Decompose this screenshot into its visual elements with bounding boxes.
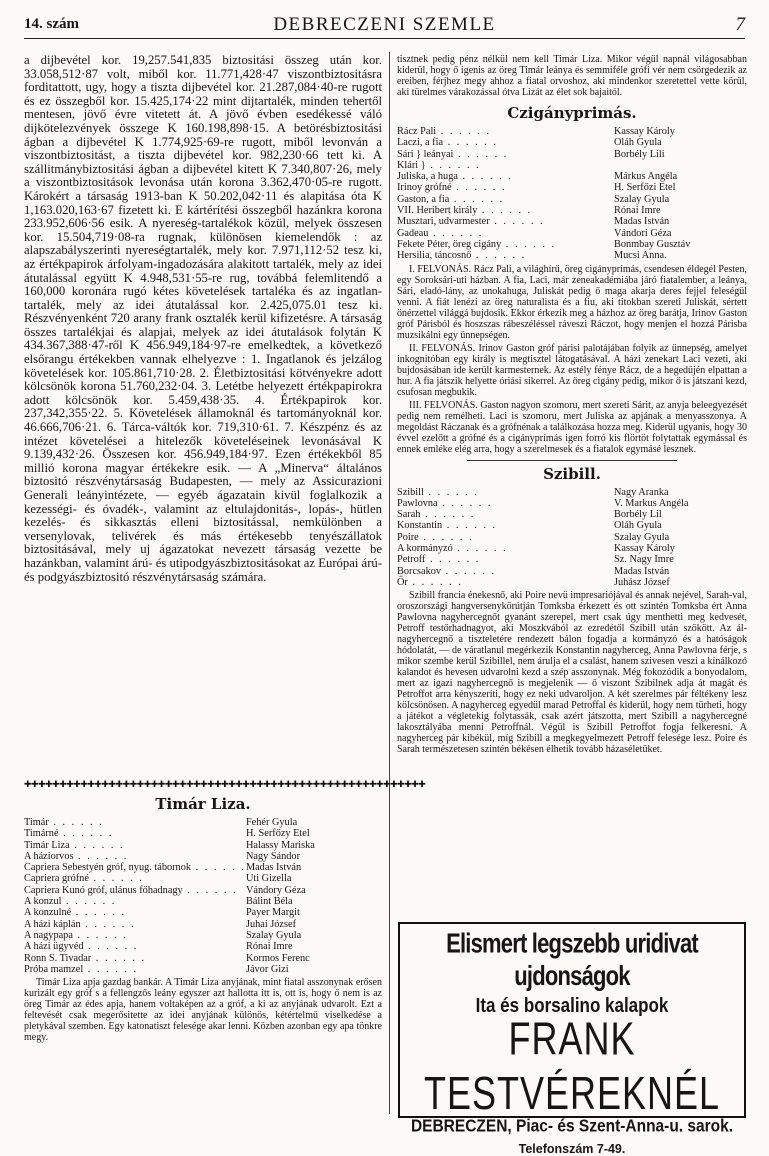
leader-dots: . . . . . . <box>452 543 508 555</box>
leader-dots: . . . . . . <box>58 828 114 840</box>
role-name: Hersilia, táncosnő <box>397 250 472 262</box>
role-name: Őr <box>397 576 408 588</box>
role-name: Sári } leányai <box>397 148 454 160</box>
cast-actor: Payer Margit <box>245 907 300 919</box>
timar-liza-continuation: tisztnek pedig pénz nélkül nem kell Timár Liza. Mikor végül napnál világosabban kiderül, hogy ő igenis az öreg Timár leánya és semmiféle grófi vér nem csörgedezik az ereiben, férjhez megy ahhoz a fiatal orvoshoz, aki mindenkor szeretettel vette körül, aki türelmes várakozással ótva Lizát az élet sok bajaitól. <box>397 54 747 98</box>
cast-role <box>397 171 614 182</box>
cast-role <box>397 149 614 160</box>
cziganyprimas-act-3: III. FELVONÁS. Gaston nagyon szomoru, mert szereti Sárit, az anyja beleegyezését pedig nem remélheti. Laci is szomoru, mert Juliska az apjának a menyasszonya. A megoldást Ráczanak és a grófnénak a találkozása hozza meg. Kiderül ugyanis, hogy 30 évvel ezelőtt a grófné és a cigányprímás igen forró kis flörtöt folytattak egymással és ennek emléke elég arra, hogy a szerelmesek és a fiatalok egymásé lesznek. <box>397 399 747 455</box>
role-name: Petroff <box>397 554 426 566</box>
cast-role <box>397 543 614 554</box>
ad-company-name: FRANK TESTVÉREKNÉL <box>423 1011 721 1120</box>
cast-row <box>397 543 747 554</box>
leader-dots: . . . . . . <box>73 850 129 862</box>
cast-row <box>397 205 747 216</box>
role-name: Laczi, a fia <box>397 137 444 149</box>
leader-dots: . . . . . . <box>428 227 484 239</box>
cast-row <box>24 896 382 907</box>
cziganyprimas-act-1: I. FELVONÁS. Rácz Pali, a világhírű, öreg cigányprímás, csendesen éldegél Pesten, egy Soroksári-uti házban. A fia, Laci, már zeneakadémiába járó fiatalember, a leánya, Sári, eladó-lány, az unokahuga, Juliskát pedig ő maga akarja deres fejjel feleségül venni. A fiát lenézi az öreg naturalista és a fiu, aki titokban szereti Juliskát, sértett önérzettel világgá bujdosik. Ekkor érkezik meg a házhoz az öreg barátja, Irinov Gaston gróf Párisból és hoszszas rábeszéléssel ráveszi Ráczot, hogy menjen el hozzá Párisba muzsikálni egy ünnepségen. <box>397 263 747 341</box>
cast-actor: Vándory Géza <box>245 884 306 896</box>
cast-actor: Borbély Lili <box>614 148 665 160</box>
role-name: Konstantin <box>397 520 443 532</box>
role-name: Borcsakov <box>397 565 442 577</box>
leader-dots: . . . . . . <box>83 963 139 975</box>
cast-role <box>397 160 614 171</box>
cast-actor: Borbély Lil <box>614 509 662 521</box>
leader-dots: . . . . . . <box>91 952 147 964</box>
cast-role <box>24 907 246 918</box>
cast-row <box>397 137 747 148</box>
cast-actor: H. Serfőzy Etel <box>245 828 310 840</box>
cast-actor: Madas István <box>614 565 670 577</box>
leader-dots: . . . . . . <box>425 159 481 171</box>
cast-row <box>24 930 382 941</box>
leader-dots: . . . . . . <box>443 137 498 149</box>
leader-dots: . . . . . . <box>453 148 509 160</box>
cast-row <box>397 216 747 227</box>
cast-actor: Bonmbay Gusztáv <box>614 238 691 250</box>
cast-role <box>24 919 246 930</box>
cast-actor: Márkus Angéla <box>614 171 678 183</box>
leader-dots: . . . . . . <box>191 862 246 874</box>
cast-row <box>397 498 747 509</box>
szibill-synopsis: Szibill francia énekesnő, aki Poire nevü impresariójával és annak nejével, Sarah-val, oroszországi hangversenykörútján Tomksba érkezett és ott szintén Tomksba ért Anna Pawlovna nagyhercegnőt gyanánt szerepel, mert csak úgy menthetti meg kedvesét, Petroff testőrhadnagyot, aki Moszkvából az ezredétől Szibill után szökött. Az ál-nagyhercegnő a tiszteletére rendezett bálon fogadja a kormányzó és a hatóságok hódolatát, — de váratlanul megérkezik Konstantin nagyherceg, Anna Pawlovna férje, s mikor szembe kerül Szibillel, nem árulja el a csalást, hanem szivesen veszi a kínálkozó kalandot és hevesen udvarolni kezd a szép asszonynak. Még fokozódik a bonyodalom, mert az igazi nagyhercegnő is megjelenik — ő viszont Szibilnek adja át magát és Petroffot arra kényszeríti, hogy ez neki udvaroljon. A két szerelmes pár féltékeny lesz kölcsönösen. A nagyherceg egyedül marad Petroffal és kiderül, hogy nem türheti, hogy a játékot a végletekig folytassák, csak azért játszotta, mert Szibill a nagyhercegné lakosztályába menni Petroffnál. Végül is Szibill Petroffot fogja felkeresni. A nagyherceg pár kibékül, míg Szibill a megkegyelmezett Petroff felesége lesz. Poire és Sarah természetesen szintén békésen élhetik tovább házaséletüket. <box>397 590 747 756</box>
cast-actor: Sz. Nagy Imre <box>614 554 674 566</box>
cast-role <box>24 953 246 964</box>
cast-role <box>397 566 614 577</box>
cast-row <box>397 182 747 193</box>
cast-role <box>397 194 614 205</box>
cast-role <box>397 487 614 498</box>
cast-row <box>24 941 382 952</box>
cast-row <box>24 885 382 896</box>
cast-actor: Kassay Károly <box>614 543 675 555</box>
ad-headline: Elismert legszebb uridivat ujdonságok <box>446 927 698 992</box>
role-name: Juliska, a huga <box>397 171 458 183</box>
leader-dots: . . . . . . <box>437 497 493 509</box>
cast-actor: Uti Gizella <box>245 873 292 885</box>
cast-row <box>397 194 747 205</box>
cast-actor <box>614 160 747 171</box>
role-name: Gaston, a fia <box>397 193 450 205</box>
role-name: A házi ügyvéd <box>24 941 84 953</box>
cast-role <box>24 873 246 884</box>
cast-row <box>24 919 382 930</box>
role-name: Timár Liza <box>24 839 70 851</box>
role-name: Rácz Pali <box>397 126 437 137</box>
cast-role <box>397 182 614 193</box>
leader-dots: . . . . . . <box>83 941 139 953</box>
cast-actor: Mucsi Anna. <box>614 250 667 262</box>
cast-actor: Nagy Aranka <box>614 486 669 498</box>
cast-role <box>397 126 614 137</box>
role-name: Irinoy grófné <box>397 182 452 194</box>
cast-row <box>397 487 747 498</box>
cast-actor: Nagy Sándor <box>245 850 301 862</box>
role-name: A konzul <box>24 896 62 908</box>
frank-advertisement <box>398 922 746 1156</box>
cast-actor: Bálint Béla <box>245 896 293 908</box>
cast-actor: Fehér Gyula <box>245 817 298 828</box>
cast-row <box>397 532 747 543</box>
role-name: Klári } <box>397 159 426 171</box>
cziganyprimas-cast-list <box>397 126 747 262</box>
cast-actor: V. Markus Angéla <box>614 497 689 509</box>
ornament-divider: ✚✚✚✚✚✚✚✚✚✚✚✚✚✚✚✚✚✚✚✚✚✚✚✚✚✚✚✚✚✚✚✚✚✚✚✚✚✚✚✚✚✚✚✚✚✚✚✚✚✚✚✚✚✚✚✚✚ <box>24 780 426 790</box>
cast-actor: Oláh Gyula <box>614 520 662 532</box>
leader-dots: . . . . . . <box>407 576 463 588</box>
cast-actor: Vándori Géza <box>614 227 672 239</box>
cast-row <box>397 126 747 137</box>
timar-liza-cast-list <box>24 817 382 975</box>
cziganyprimas-act-2: II. FELVONÁS. Irinov Gaston gróf párisi palotájában folyik az ünnepség, amelyet inkognitóban egy király is megtisztel látogatásával. A házi zenekart Laci vezeti, aki bujdosásában ide került karmesternek. Az estély fénye Rácz, de a hegedűjén elpattan a hur. A fia játszik helyette óriási sikerrel. Az öreg cigány pedig, mikor ő is játszani kezd, csufosan megbukik. <box>397 342 747 398</box>
leader-dots: . . . . . . <box>71 907 127 919</box>
leader-dots: . . . . . . <box>442 520 498 532</box>
cast-row <box>24 964 382 975</box>
cast-role <box>397 205 614 216</box>
leader-dots: . . . . . . <box>80 918 136 930</box>
cast-row <box>397 250 747 261</box>
role-name: Szibill <box>397 486 424 498</box>
cast-row <box>24 817 382 828</box>
leader-dots: . . . . . . <box>182 884 238 896</box>
cast-role <box>24 941 246 952</box>
header-rule <box>24 38 745 39</box>
leader-dots: . . . . . . <box>449 193 505 205</box>
leader-dots: . . . . . . <box>457 171 513 183</box>
cast-actor: Juhai József <box>245 918 296 930</box>
cast-actor: Kormos Ferenc <box>245 952 310 964</box>
cast-actor: Rónai Imre <box>245 941 293 953</box>
szibill-cast-list <box>397 487 747 589</box>
cast-row <box>397 171 747 182</box>
cziganyprimas-title: Czigányprimás. <box>507 104 637 122</box>
cast-role <box>397 509 614 520</box>
leader-dots: . . . . . . <box>418 531 474 543</box>
cast-actor: Szalay Gyula <box>245 929 302 941</box>
right-column <box>397 54 747 755</box>
journal-title: DEBRECZENI SZEMLE <box>273 14 496 35</box>
section-separator <box>467 460 677 461</box>
cast-actor: Halassy Mariska <box>245 839 315 851</box>
cast-row <box>397 577 747 588</box>
role-name: A házi káplán <box>24 918 81 930</box>
role-name: Ronn S. Tivadar <box>24 952 92 964</box>
cast-actor: Oláh Gyula <box>614 137 662 149</box>
leader-dots: . . . . . . <box>61 896 117 908</box>
cast-row <box>24 851 382 862</box>
role-name: Timár <box>24 817 49 828</box>
role-name: Capriera Sebestyén gróf, nyug. tábornok <box>24 862 191 874</box>
cast-role <box>397 577 614 588</box>
cast-role <box>24 964 246 975</box>
cast-role <box>24 851 246 862</box>
insurance-article: a dijbevétel kor. 19,257.541,835 biztositási összeg után kor. 33.058,512·87 volt, miből kor. 11.771,428·47 viszontbiztositásra forditattott, ugy, hogy a tiszta dijbevétel kor. 21.287,084·40-re rugott és ez összegből kor. 15.425,174·22 mint dijtartalék, minden tehertől mentesen, jövő évre vitetett át. A jövő évben esedékessé váló dijkötelezvények összege K 160.198,898·15. A betörésbiztositási ágban a dijbevétel K 1.774,925·69-re rugott, miből levonván a viszontbiztositást, a tiszta dijbevétel kor. 982,230·66 tett ki. A szállitmánybiztositási ágban a dijbevétel kitett K 7.340,807·26, mely a viszontbiztositások levonása után korona 3.362,470·05-re rugott. Károkért a társaság 1913-ban K 50.202,042·11 és alapitása óta K 1,163.020,163·67 fizetett ki. E kártérítési összegből hazánkra korona 233.952,606·56 esik. A nyereség-tartalékok közül, melyek összesen kor. 15.504,719·08-ra rugnak, különösen kiemelendők : az alapszabályszerinti nyereségtartalék, mely kor. 7.971,112·52 tesz ki, az értékpapirok árfolyam-ingadozására alakitott tartalék, mely az idei átutalással együtt K 4.948,531·55-re rug, továbbá felemlitendő a 160,000 koronára rugó kétes követelések tartaléka és az ingatlan-tartalék, mely az idei átutalással kor. 2.425,075.01 tesz ki. Részvényenként 720 arany frank osztalék kerül kifizetésre. A társaság összes tartalékjai és alapjai, melyek az idei átutalások folytán K 434.367,388·47-ről K 456.949,184·97-re emelkedtek, a következő elsőrangu értékekben vannak elhelyezve : 1. Ingatlanok és jelzálog követelések kor. 105.861,710·28. 2. Életbiztositási kötvényekre adott kölcsönök korona 51.760,232·04. 3. Letétbe helyezett értékpapirokra adott kölcsönök kor. 5.459,438·35. 4. Értékpapirok kor. 237,342,355·22. 5. Követelések államoknál és tartományoknál kor. 46.666,706·21. 6. Tárca-váltók kor. 719,310·61. 7. Készpénz és az intézet követelései a hitelezők követeléseinek levonásával K 9.139,432·26. Összesen kor. 456.949,184·97. Ezen értékekből 85 millió korona magyar értékekre esik. — A „Minerva“ általános biztositó részvénytársaság Budapesten, — mely az Assicurazioni Generali leányintézete, — egyéb ágazatain kivül foglalkozik a kezességi- és óvadék-, valamint az eltulajdonitás-, lopás-, hütlen kezelés- és sikkasztás elleni biztositással, nemkülönben a versenylovak, telivérek és más értékesebb tenyészállatok biztositásával, mely uj ágazatokat nevezett társaság vezette be hazánkban, valamint árú- és utipodgyászbiztositásokat az Európai árú- és podgyászbiztositó részvénytársaság számára. <box>24 53 382 584</box>
cast-actor: Szalay Gyula <box>614 531 670 543</box>
leader-dots: . . . . . . <box>69 839 125 851</box>
cast-role <box>397 216 614 227</box>
leader-dots: . . . . . . <box>441 565 496 577</box>
role-name: A nagypapa <box>24 929 73 941</box>
cast-row <box>24 907 382 918</box>
cast-actor: Jávor Gizi <box>245 963 289 975</box>
cast-row <box>397 509 747 520</box>
cast-actor: Juhász József <box>614 576 670 588</box>
cast-role <box>397 498 614 509</box>
role-name: Fekete Péter, öreg cigány <box>397 238 502 250</box>
cast-row <box>397 554 747 565</box>
szibill-title: Szibill. <box>543 464 601 483</box>
role-name: VII. Heribert király <box>397 205 478 217</box>
cast-actor: Madas István <box>614 216 670 228</box>
role-name: Musztari, udvarmester <box>397 216 490 228</box>
leader-dots: . . . . . . <box>489 216 545 228</box>
cast-role <box>397 228 614 239</box>
cast-role <box>397 239 614 250</box>
leader-dots: . . . . . . <box>423 486 479 498</box>
ad-phone: Telefonszám 7-49. <box>518 1142 626 1156</box>
issue-number: 14. szám <box>24 16 79 32</box>
role-name: Capriera Kunó gróf, ulánus főhadnagy <box>24 884 183 896</box>
cast-role <box>24 885 246 896</box>
cast-role <box>397 520 614 531</box>
cast-role <box>397 137 614 148</box>
leader-dots: . . . . . . <box>48 817 104 828</box>
cast-row <box>24 862 382 873</box>
cast-row <box>397 160 747 171</box>
leader-dots: . . . . . . <box>477 205 533 217</box>
cast-row <box>397 566 747 577</box>
role-name: Capriera grófné <box>24 873 89 885</box>
cast-row <box>397 149 747 160</box>
leader-dots: . . . . . . <box>451 182 507 194</box>
cast-actor: Kassay Károly <box>614 126 675 137</box>
timar-liza-title: Timár Liza. <box>155 795 251 813</box>
cast-actor: H. Serfőzi Etel <box>614 182 676 194</box>
leader-dots: . . . . . . <box>425 554 481 566</box>
cast-actor: Rónai Imre <box>614 205 661 217</box>
leader-dots: . . . . . . <box>501 238 557 250</box>
cast-role <box>397 250 614 261</box>
leader-dots: . . . . . . <box>88 873 144 885</box>
cast-role <box>397 554 614 565</box>
role-name: Pawlovna <box>397 497 438 509</box>
leader-dots: . . . . . . <box>436 126 492 137</box>
role-name: A kormányzó <box>397 543 453 555</box>
role-name: Sarah <box>397 509 421 521</box>
cast-row <box>397 520 747 531</box>
timar-liza-synopsis: Timár Liza apja gazdag bankár. A Timár Liza anyjának, mint fiatal asszonynak erősen kurizált egy gróf s a fellengzős leány egyszer azt hallotta itt is, ott is, hogy ő nem is az öreg Timár az édes apja, hanem voltaképen az a gróf, a ki az anyjának udvarolt. Ezt a feltevését csak megerősitette az idei anyjának különös, kétértelmű viselkedése a pletykával szemben. Egy katonatiszt felesége akar lenni. Közben azonban egy apa tönkre megy. <box>24 977 382 1044</box>
cast-role <box>24 828 246 839</box>
page-number: 7 <box>735 14 745 35</box>
cast-role <box>24 840 246 851</box>
role-name: Timárné <box>24 828 59 840</box>
cast-row <box>397 228 747 239</box>
leader-dots: . . . . . . <box>471 250 527 262</box>
role-name: Poire <box>397 531 419 543</box>
cast-row <box>24 873 382 884</box>
cast-role <box>24 930 246 941</box>
role-name: Próba mamzel <box>24 963 84 975</box>
cast-role <box>397 532 614 543</box>
cast-role <box>24 817 246 828</box>
cast-role <box>24 896 246 907</box>
leader-dots: . . . . . . <box>72 929 128 941</box>
leader-dots: . . . . . . <box>420 509 476 521</box>
ad-address: DEBRECZEN, Piac- és Szent-Anna-u. sarok. <box>410 1116 734 1137</box>
role-name: A háziorvos <box>24 850 74 862</box>
page-header <box>24 14 745 36</box>
cast-row <box>397 239 747 250</box>
ad-hats: Ita és borsalino kalapok <box>475 994 669 1017</box>
role-name: Gadeau <box>397 227 429 239</box>
cast-actor: Madas István <box>245 862 302 874</box>
cast-row <box>24 828 382 839</box>
cast-actor: Szalay Gyula <box>614 193 670 205</box>
role-name: A konzulné <box>24 907 72 919</box>
cast-role <box>24 862 246 873</box>
cast-row <box>24 953 382 964</box>
cast-row <box>24 840 382 851</box>
column-divider <box>389 52 390 1114</box>
